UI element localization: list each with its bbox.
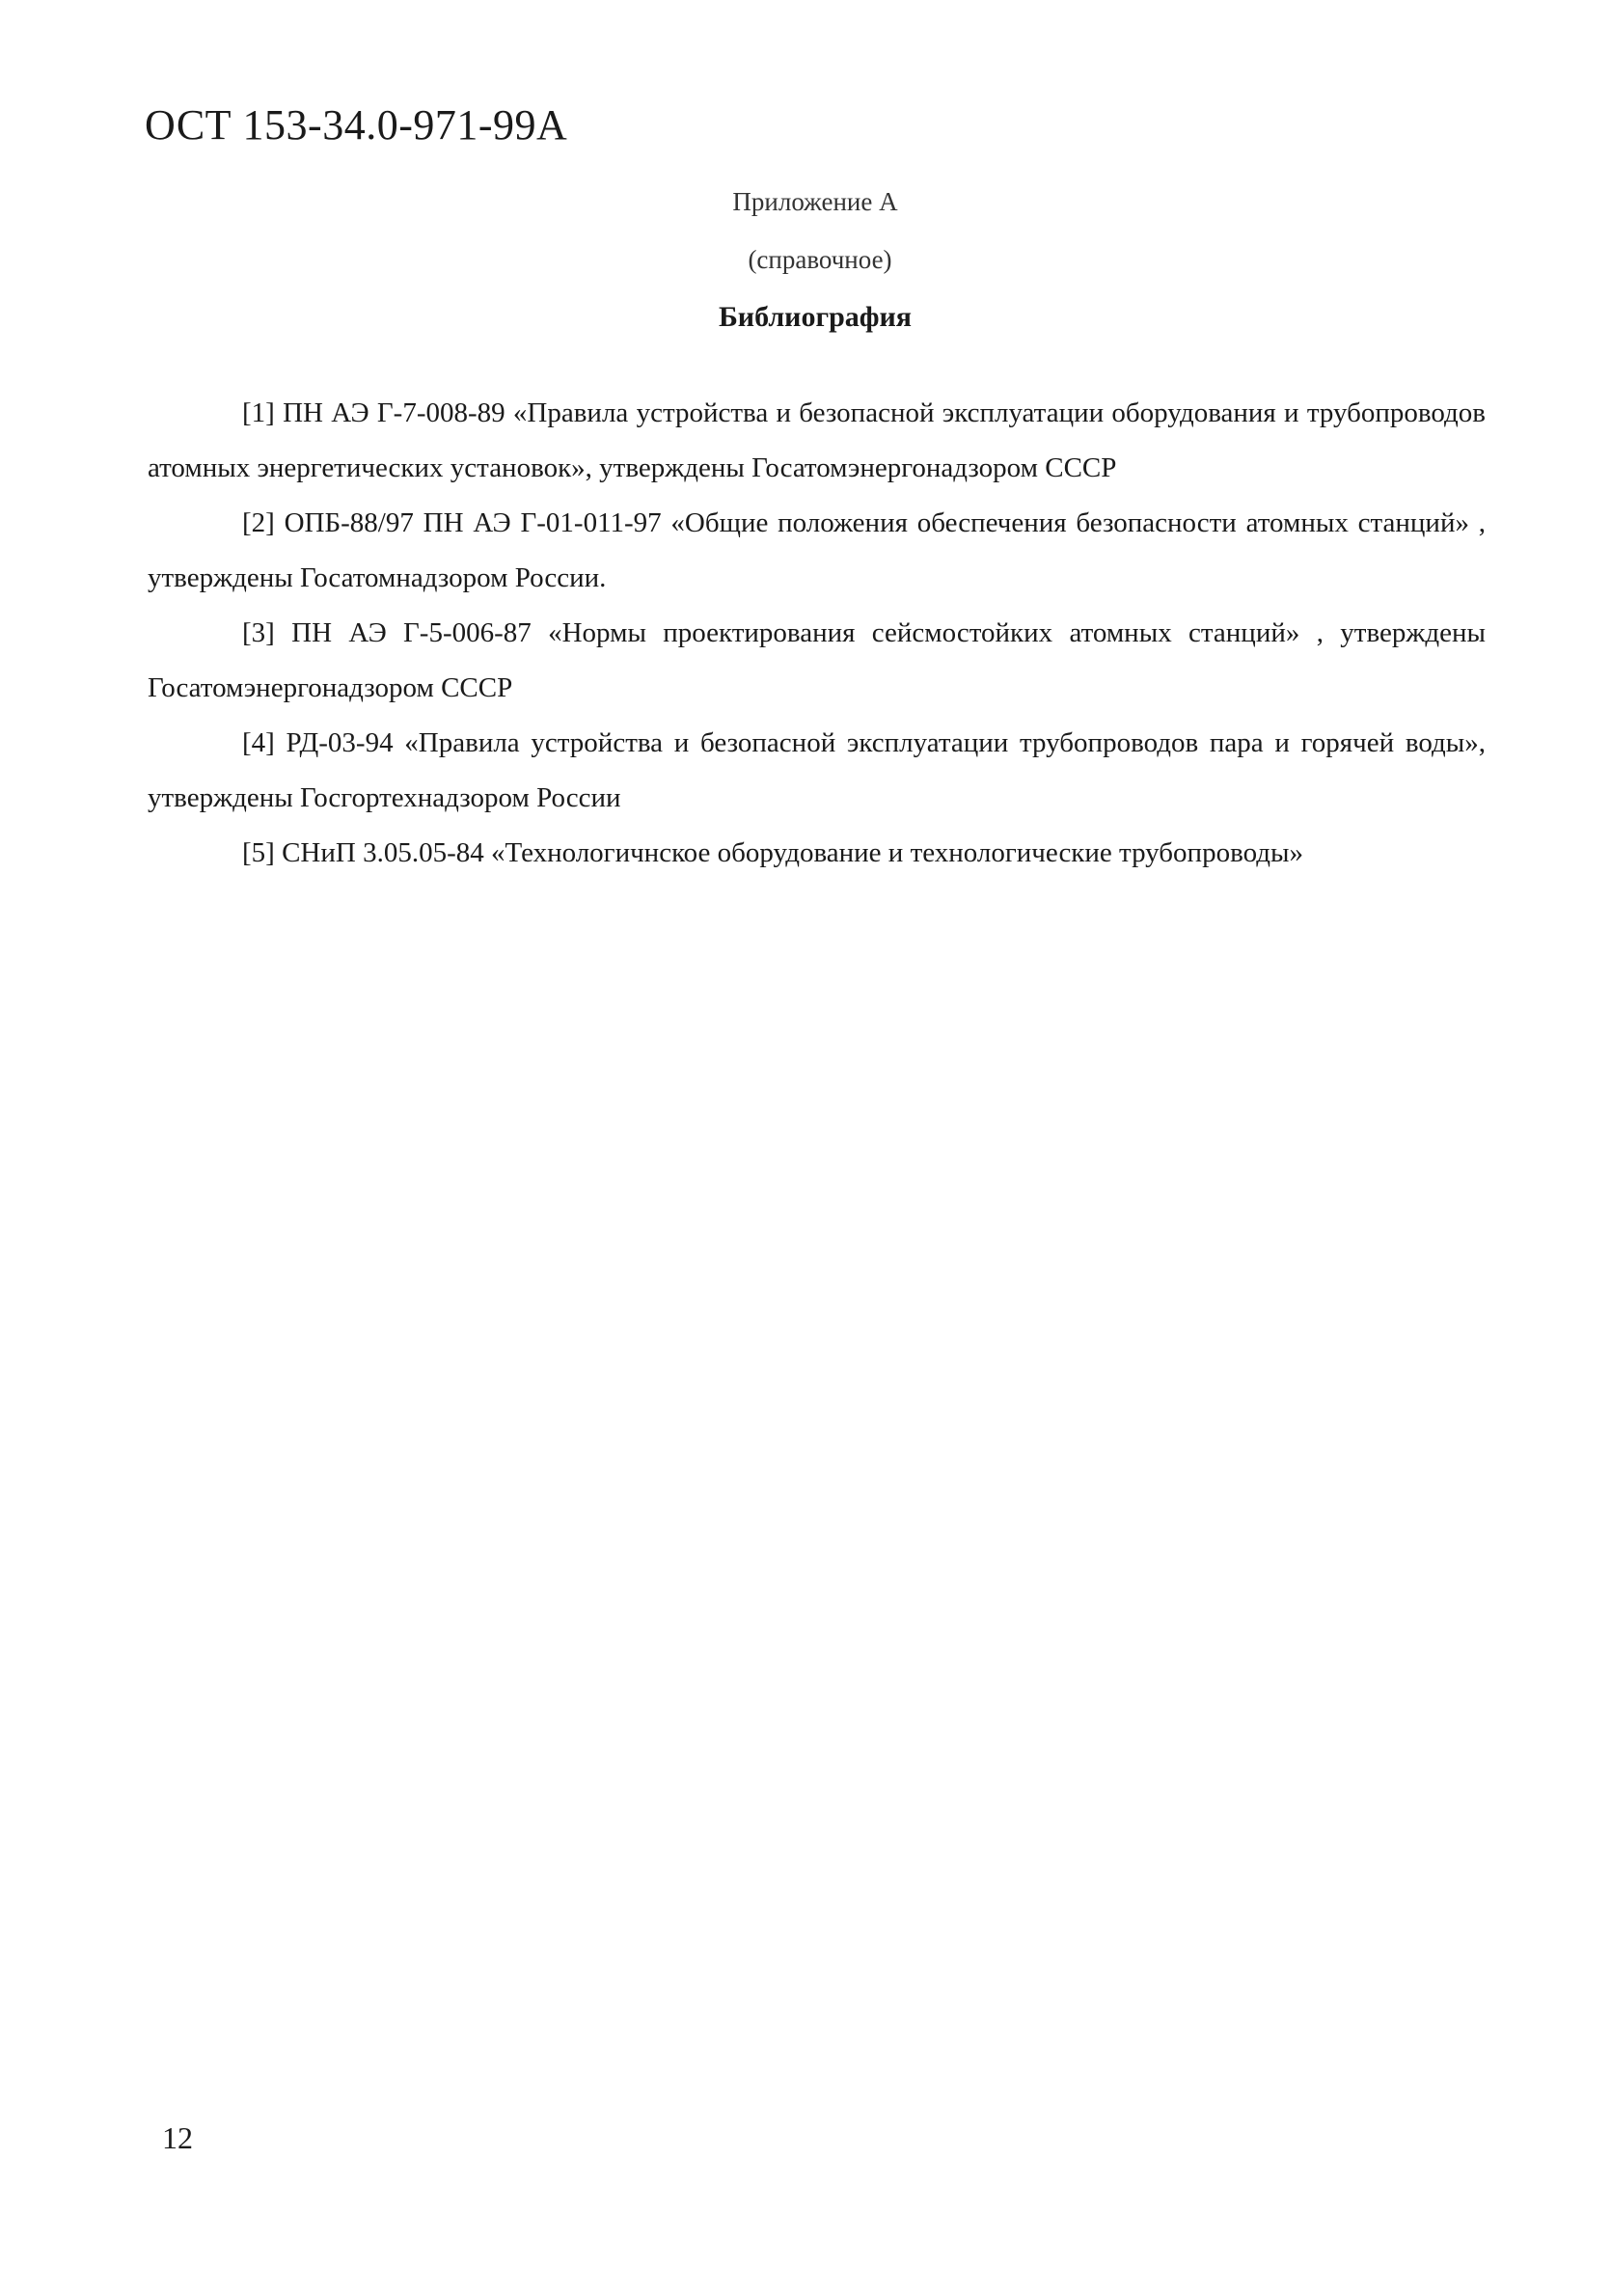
document-code: ОСТ 153-34.0-971-99А [145, 101, 568, 149]
bibliography-entry: [2] ОПБ-88/97 ПН АЭ Г-01-011-97 «Общие положения обеспечения безопасности атомных станций» , утверждены Госатомнадзором России. [148, 507, 1486, 593]
appendix-type: (справочное) [748, 245, 892, 274]
bibliography-entry: [4] РД-03-94 «Правила устройства и безопасной эксплуатации трубопроводов пара и горячей воды», утверждены Госгортехнадзором России [148, 727, 1486, 813]
bibliography-entry: [1] ПН АЭ Г-7-008-89 «Правила устройства и безопасной эксплуатации оборудования и трубопроводов атомных энергетических установок», утверждены Госатомэнергонадзором СССР [148, 397, 1486, 483]
bibliography-list [148, 386, 1486, 881]
bibliography-entry: [3] ПН АЭ Г-5-006-87 «Нормы проектирования сейсмостойких атомных станций» , утверждены Госатомэнергонадзором СССР [148, 617, 1486, 703]
appendix-title: Приложение А [732, 187, 898, 216]
page-number: 12 [162, 2120, 193, 2155]
bibliography-heading: Библиография [718, 301, 913, 333]
bibliography-entry: [5] СНиП 3.05.05-84 «Технологичнское оборудование и технологические трубопроводы» [242, 837, 1303, 868]
